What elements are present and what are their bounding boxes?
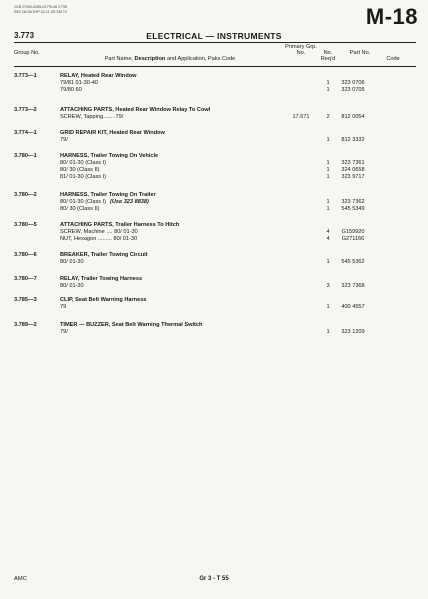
row-application: 80/ 01-30 (Class I) (Use 323 8838): [60, 199, 149, 205]
parts-entry: [14, 297, 414, 311]
row-application: 80/ 01-30: [60, 283, 84, 289]
row-application: SCREW, Machine .... 80/ 01-30: [60, 229, 138, 235]
header-rule-bottom: [14, 66, 416, 67]
col-group-no: Group No.: [14, 50, 40, 56]
entry-title: RELAY, Heated Rear Window: [60, 73, 137, 79]
row-part-no: 812 0054: [341, 114, 365, 120]
entry-row: [14, 114, 414, 121]
entry-row: [14, 87, 414, 94]
job-line-2: REV 06-08 EXP 02-11 G5 SM 74: [14, 10, 67, 14]
group-number: 3.773: [14, 31, 35, 40]
row-application: 80/ 30 (Class II): [60, 206, 100, 212]
row-part-no: 323 7362: [341, 199, 365, 205]
footer-page-ref: Gr 3 - T 55: [199, 576, 229, 582]
entry-row: [14, 259, 414, 266]
entry-title: CLIP, Seat Belt Warning Harness: [60, 297, 147, 303]
row-application: 80/ 01-30 (Class I): [60, 160, 107, 166]
entry-row: [14, 304, 414, 311]
row-part-no: 323 0705: [341, 87, 365, 93]
entry-row: [14, 206, 414, 213]
row-part-no: G271166: [341, 236, 365, 242]
parts-entry: [14, 153, 414, 181]
row-part-no: 545 5349: [341, 206, 365, 212]
entry-title: ATTACHING PARTS, Trailer Harness To Hitch: [60, 222, 180, 228]
entry-row: [14, 236, 414, 243]
entry-title: TIMER — BUZZER, Seat Belt Warning Thermal Switch: [60, 322, 203, 328]
col-code: Code: [386, 56, 400, 62]
entry-group-no: 3.780—7: [14, 276, 37, 282]
entry-group-no: 3.773—2: [14, 107, 37, 113]
row-application: 80/ 01-30: [60, 259, 84, 265]
parts-entry: [14, 222, 414, 243]
parts-entry: [14, 130, 414, 144]
row-application: 81/ 01-30 (Class I): [60, 174, 107, 180]
row-part-no: 323 7361: [341, 160, 365, 166]
row-qty: 1: [326, 199, 330, 205]
row-use-note: (Use 323 8838): [110, 199, 149, 205]
entry-row: [14, 229, 414, 236]
footer-manufacturer: AMC: [14, 576, 27, 582]
row-application: NUT, Hexagon ......... 80/ 01-30: [60, 236, 138, 242]
entry-row: [14, 167, 414, 174]
entry-group-no: 3.773—1: [14, 73, 37, 79]
row-part-no: 400 4557: [341, 304, 365, 310]
row-qty: 1: [326, 160, 330, 166]
row-qty: 4: [326, 229, 330, 235]
parts-entry: [14, 276, 414, 290]
entry-title: GRID REPAIR KIT, Heated Rear Window: [60, 130, 165, 136]
row-qty: 1: [326, 137, 330, 143]
parts-entry: [14, 322, 414, 336]
row-part-no: 323 1209: [341, 329, 365, 335]
row-qty: 3: [326, 283, 330, 289]
row-application: 80/ 30 (Class II): [60, 167, 100, 173]
col-no-reqd: No. Req'd: [320, 50, 336, 63]
row-application: 79/: [60, 329, 68, 335]
entry-group-no: 3.785—3: [14, 297, 37, 303]
row-part-no: G159920: [341, 229, 365, 235]
row-part-no: 812 3332: [341, 137, 365, 143]
col-part-name: Part Name, Description and Application, Paks Code: [104, 56, 236, 62]
entry-title: RELAY, Trailer Towing Harness: [60, 276, 143, 282]
row-part-no: 323 9717: [341, 174, 365, 180]
entry-group-no: 3.774—1: [14, 130, 37, 136]
entry-row: [14, 199, 414, 206]
entry-row: [14, 174, 414, 181]
row-application: 79/: [60, 137, 68, 143]
col-part-no: Part No.: [349, 50, 371, 56]
entry-title: HARNESS, Trailer Towing On Vehicle: [60, 153, 159, 159]
entry-title: ATTACHING PARTS, Heated Rear Window Relay To Cowl: [60, 107, 211, 113]
row-part-no: 323 0706: [341, 80, 365, 86]
header-rule-top: [14, 42, 416, 43]
parts-entry: [14, 73, 414, 94]
row-qty: 4: [326, 236, 330, 242]
row-qty: 1: [326, 329, 330, 335]
row-part-no: 545 5362: [341, 259, 365, 265]
parts-entry: [14, 107, 414, 121]
entry-group-no: 3.780—1: [14, 153, 37, 159]
row-part-no: 324 0658: [341, 167, 365, 173]
parts-entry: [14, 252, 414, 266]
row-application: 79: [60, 304, 67, 310]
entry-row: [14, 283, 414, 290]
row-primary-grp: 17.671: [292, 114, 310, 120]
row-qty: 1: [326, 167, 330, 173]
row-qty: 1: [326, 304, 330, 310]
entry-row: [14, 137, 414, 144]
job-line-1: JOB 27000-0285-02 P6-08 3 T55: [14, 5, 68, 9]
col-primary-grp-no: Primary Grp. No.: [285, 44, 317, 57]
row-qty: 1: [326, 87, 330, 93]
row-qty: 1: [326, 174, 330, 180]
row-part-no: 323 7368: [341, 283, 365, 289]
row-application: 79/80 60: [60, 87, 82, 93]
entry-title: HARNESS, Trailer Towing On Trailer: [60, 192, 156, 198]
parts-entry: [14, 192, 414, 213]
row-qty: 1: [326, 259, 330, 265]
row-application: 79/81 01-30-40: [60, 80, 98, 86]
entry-row: [14, 80, 414, 87]
page-code: M-18: [365, 4, 418, 29]
row-qty: 1: [326, 206, 330, 212]
row-qty: 1: [326, 80, 330, 86]
entry-row: [14, 329, 414, 336]
section-title: ELECTRICAL — INSTRUMENTS: [146, 31, 282, 41]
entry-group-no: 3.780—2: [14, 192, 37, 198]
entry-group-no: 3.780—5: [14, 222, 37, 228]
row-qty: 2: [326, 114, 330, 120]
entry-row: [14, 160, 414, 167]
entry-group-no: 3.789—2: [14, 322, 37, 328]
row-application: SCREW, Tapping....... 79/: [60, 114, 124, 120]
entry-title: BREAKER, Trailer Towing Circuit: [60, 252, 148, 258]
entry-group-no: 3.780—6: [14, 252, 37, 258]
